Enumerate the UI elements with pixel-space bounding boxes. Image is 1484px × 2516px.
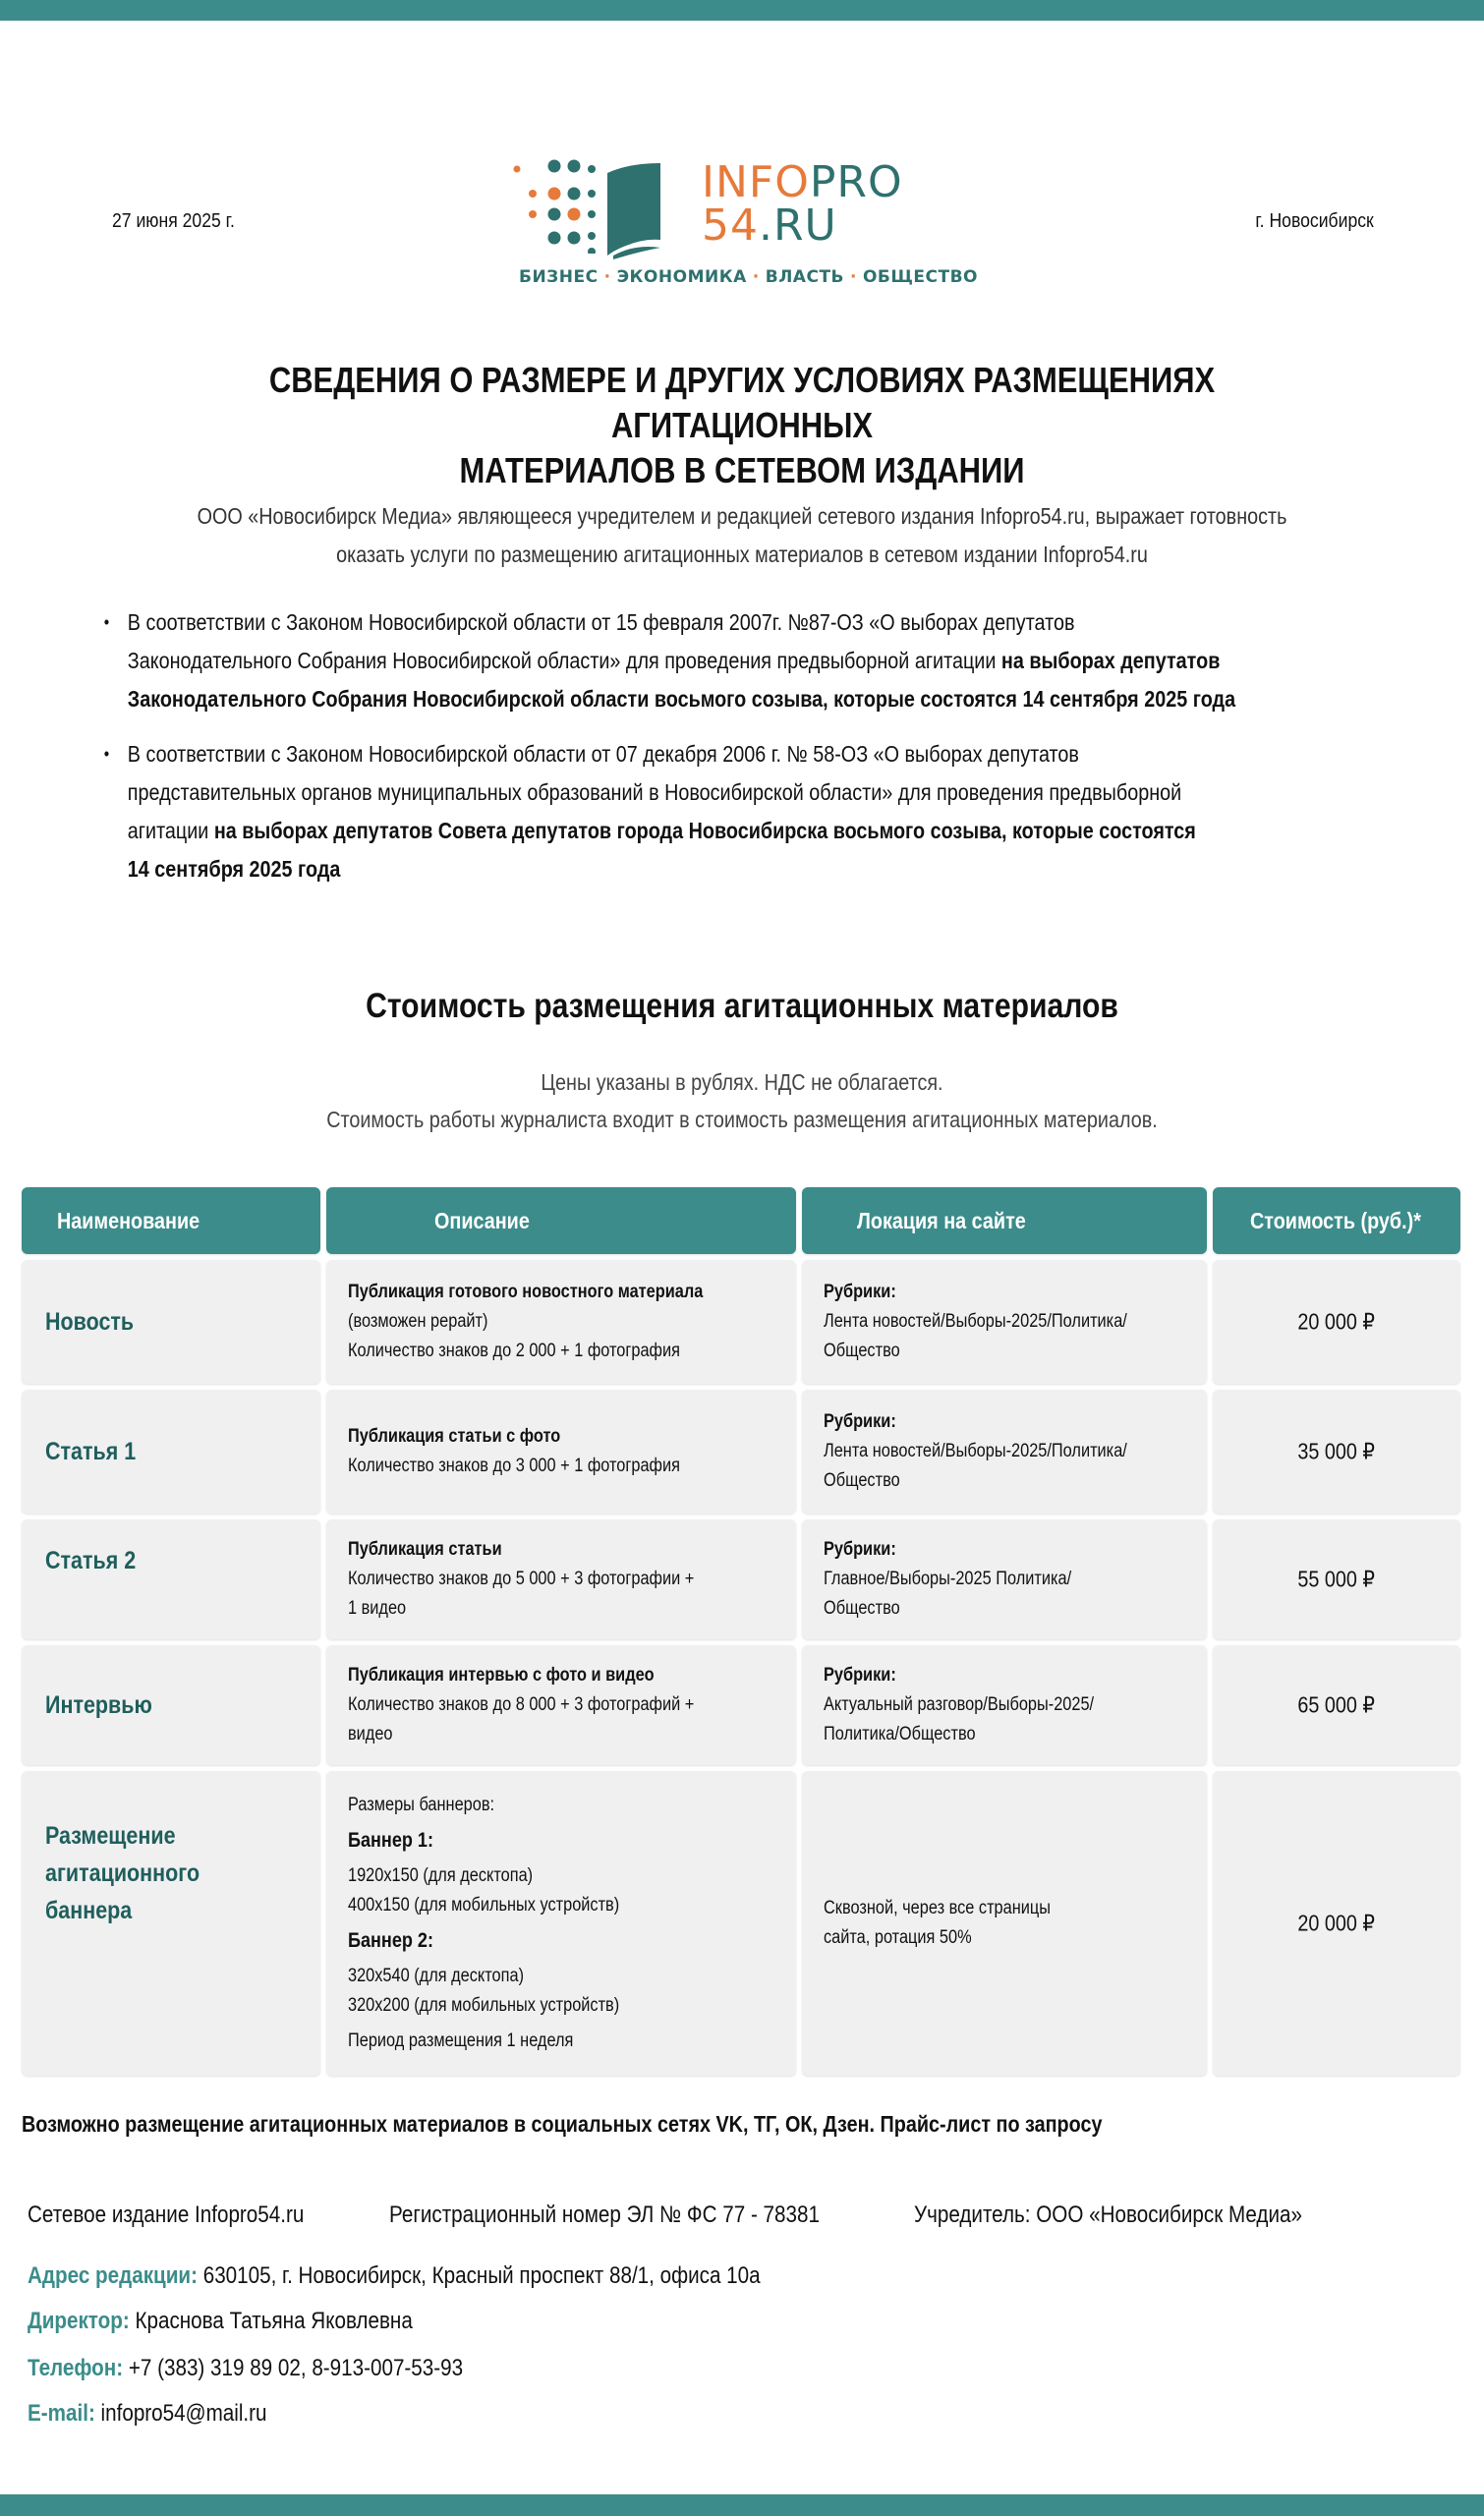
contact-phone [28,2355,463,2382]
location-line: Общество [824,1598,900,1619]
location-line: Сквозной, через все страницы [824,1898,1051,1918]
page-title [172,358,1313,493]
description-line: Количество знаков до 3 000 + 1 фотография [348,1456,680,1476]
list-item [102,603,1421,718]
tagline-item: ОБЩЕСТВО [862,267,979,287]
cell-description [326,1390,796,1514]
legal-basis-list [102,603,1439,905]
service-name: Статья 1 [45,1438,137,1465]
description-line: Публикация статьи [348,1539,502,1560]
contact-label: E-mail: [28,2400,95,2427]
service-name: Интервью [45,1691,152,1719]
logo-wordmark [702,157,903,251]
location-line: Рубрики: [824,1411,896,1432]
cell-description [326,1260,796,1384]
location-line: Рубрики: [824,1665,896,1686]
contact-director [28,2308,413,2335]
bottom-accent-bar [0,2494,1484,2516]
table-row [22,1645,1460,1765]
tagline-item: БИЗНЕС [519,267,599,287]
cell-price [1213,1390,1460,1514]
social-networks-note: Возможно размещение агитационных материалов в социальных сетях VK, ТГ, ОК, Дзен. Прайс-лист по запросу [22,2111,1103,2137]
table-row [22,1390,1460,1514]
title-line: СВЕДЕНИЯ О РАЗМЕРЕ И ДРУГИХ УСЛОВИЯХ РАЗМЕЩЕНИЯХ АГИТАЦИОННЫХ [268,360,1216,445]
location-line: Актуальный разговор/Выборы-2025/ [824,1694,1095,1715]
footer-outlet: Сетевое издание Infopro54.ru [28,2202,305,2228]
description-line: Размеры баннеров: [348,1795,495,1815]
cell-name [22,1390,320,1514]
logo-dots-icon [513,159,601,254]
table-header-row [22,1187,1460,1254]
description-line: 320x200 (для мобильных устройств) [348,1995,620,2016]
price-value: 35 000 ₽ [1297,1438,1376,1464]
column-header-label: Наименование [57,1207,200,1233]
location-line: Общество [824,1341,900,1361]
tagline-separator: · [603,267,611,287]
location-line: Лента новостей/Выборы-2025/Политика/ [824,1441,1127,1461]
bullet-bold-text: Законодательного Собрания Новосибирской области восьмого созыва, которые состоятся 14 сентября 2025 года [127,686,1236,712]
price-value: 20 000 ₽ [1297,1910,1376,1936]
description-line: Количество знаков до 8 000 + 3 фотографий + [348,1694,695,1715]
contact-address [28,2262,761,2290]
cell-description [326,1645,796,1765]
location-line: Рубрики: [824,1539,896,1560]
service-name: Новость [45,1308,135,1336]
logo-word-ru: .RU [759,200,837,251]
bullet-text: В соответствии с Законом Новосибирской области от 15 февраля 2007г. №87-ОЗ «О выборах депутатов [127,609,1075,635]
contact-value[interactable]: +7 (383) 319 89 02, 8-913-007-53-93 [123,2355,464,2381]
description-line: 1920x150 (для десктопа) [348,1865,534,1886]
description-line: Баннер 1: [348,1829,433,1852]
cell-name [22,1645,320,1765]
pricing-title: Стоимость размещения агитационных материалов [366,987,1118,1025]
cell-description [326,1519,796,1639]
location-line: Политика/Общество [824,1724,976,1744]
footer-founder: Учредитель: ООО «Новосибирск Медиа» [914,2202,1302,2228]
price-value: 65 000 ₽ [1297,1691,1376,1718]
description-line: Баннер 2: [348,1929,433,1952]
column-header-description [326,1187,796,1254]
description-line: Публикация готового новостного материала [348,1282,704,1302]
tagline-separator: · [752,267,760,287]
bullet-text: агитации [127,818,214,843]
description-line: 400x150 (для мобильных устройств) [348,1895,620,1916]
table-row [22,1260,1460,1384]
price-value: 55 000 ₽ [1297,1566,1376,1592]
service-name: баннера [45,1897,133,1924]
cell-price [1213,1771,1460,2076]
bullet-bold-text: на выборах депутатов Совета депутатов города Новосибирска восьмого созыва, которые состоятся [213,818,1196,843]
logo-word-54: 54 [702,200,759,251]
bullet-bold-text: на выборах депутатов [1000,648,1221,673]
contact-value: 630105, г. Новосибирск, Красный проспект 88/1, офиса 10а [197,2262,761,2289]
description-line: (возможен рерайт) [348,1311,488,1332]
column-header-location [802,1187,1207,1254]
contact-email [28,2400,267,2428]
location-line: Общество [824,1470,900,1491]
tagline-item: ЭКОНОМИКА [616,267,747,287]
pricing-note-journalist: Стоимость работы журналиста входит в стоимость размещения агитационных материалов. [326,1107,1158,1132]
contact-email-link[interactable]: infopro54@mail.ru [94,2400,267,2427]
bullet-text: Законодательного Собрания Новосибирской области» для проведения предвыборной агитации [127,648,1001,673]
contact-label: Адрес редакции: [28,2262,198,2289]
cell-location [802,1390,1207,1514]
logo-tagline [519,267,978,287]
cell-location [802,1519,1207,1639]
location-line: Рубрики: [824,1282,896,1302]
title-line: МАТЕРИАЛОВ В СЕТЕВОМ ИЗДАНИИ [459,450,1025,490]
intro-paragraph [189,497,1296,574]
service-name: агитационного [45,1859,200,1887]
cell-location [802,1771,1207,2076]
description-line: 320x540 (для десктопа) [348,1966,525,1986]
column-header-label: Описание [434,1207,530,1233]
bullet-bold-text: 14 сентября 2025 года [127,856,341,882]
logo-word-pro: PRO [809,157,903,207]
contact-value: Краснова Татьяна Яковлевна [129,2308,413,2334]
location-line: сайта, ротация 50% [824,1927,972,1948]
cell-description [326,1771,796,2076]
column-header-label: Локация на сайте [857,1207,1026,1233]
description-line: видео [348,1724,393,1744]
top-accent-bar [0,0,1484,21]
column-header-price [1213,1187,1460,1254]
cell-price [1213,1519,1460,1639]
contact-label: Директор: [28,2308,130,2334]
cell-name [22,1260,320,1384]
price-value: 20 000 ₽ [1297,1308,1376,1335]
service-name: Размещение [45,1822,176,1850]
infopro54-logo [513,155,979,293]
cell-name [22,1771,320,2076]
document-city: г. Новосибирск [1255,210,1374,232]
tagline-separator: · [850,267,857,287]
cell-name [22,1519,320,1639]
description-line: Количество знаков до 5 000 + 3 фотографии + [348,1569,695,1589]
cell-price [1213,1260,1460,1384]
list-item [102,735,1421,888]
column-header-name [22,1187,320,1254]
description-line: Количество знаков до 2 000 + 1 фотография [348,1341,680,1361]
footer-registration: Регистрационный номер ЭЛ № ФС 77 - 78381 [389,2202,820,2228]
pricing-note-vat: Цены указаны в рублях. НДС не облагается. [541,1069,943,1095]
bullet-text: представительных органов муниципальных образований в Новосибирской области» для проведения предвыборной [127,779,1182,805]
bullet-text: В соответствии с Законом Новосибирской области от 07 декабря 2006 г. № 58-ОЗ «О выборах депутатов [127,741,1079,767]
cell-location [802,1260,1207,1384]
description-line: Период размещения 1 неделя [348,2030,574,2051]
location-line: Главное/Выборы-2025 Политика/ [824,1569,1072,1589]
logo-book-icon [599,161,668,259]
table-row [22,1771,1460,2076]
logo-word-info: INFO [702,157,810,207]
table-row [22,1519,1460,1639]
document-date: 27 июня 2025 г. [112,210,235,232]
intro-line: оказать услуги по размещению агитационных материалов в сетевом издании Infopro54.ru [336,542,1148,567]
cell-location [802,1645,1207,1765]
service-name: Статья 2 [45,1547,137,1574]
location-line: Лента новостей/Выборы-2025/Политика/ [824,1311,1127,1332]
intro-line: ООО «Новосибирск Медиа» являющееся учредителем и редакцией сетевого издания Infopro54.ru, выражает готовность [197,503,1287,529]
description-line: 1 видео [348,1598,407,1619]
description-line: Публикация статьи с фото [348,1426,561,1447]
cell-price [1213,1645,1460,1765]
description-line: Публикация интервью с фото и видео [348,1665,655,1686]
contact-label: Телефон: [28,2355,124,2381]
column-header-label: Стоимость (руб.)* [1250,1207,1421,1233]
tagline-item: ВЛАСТЬ [765,267,844,287]
